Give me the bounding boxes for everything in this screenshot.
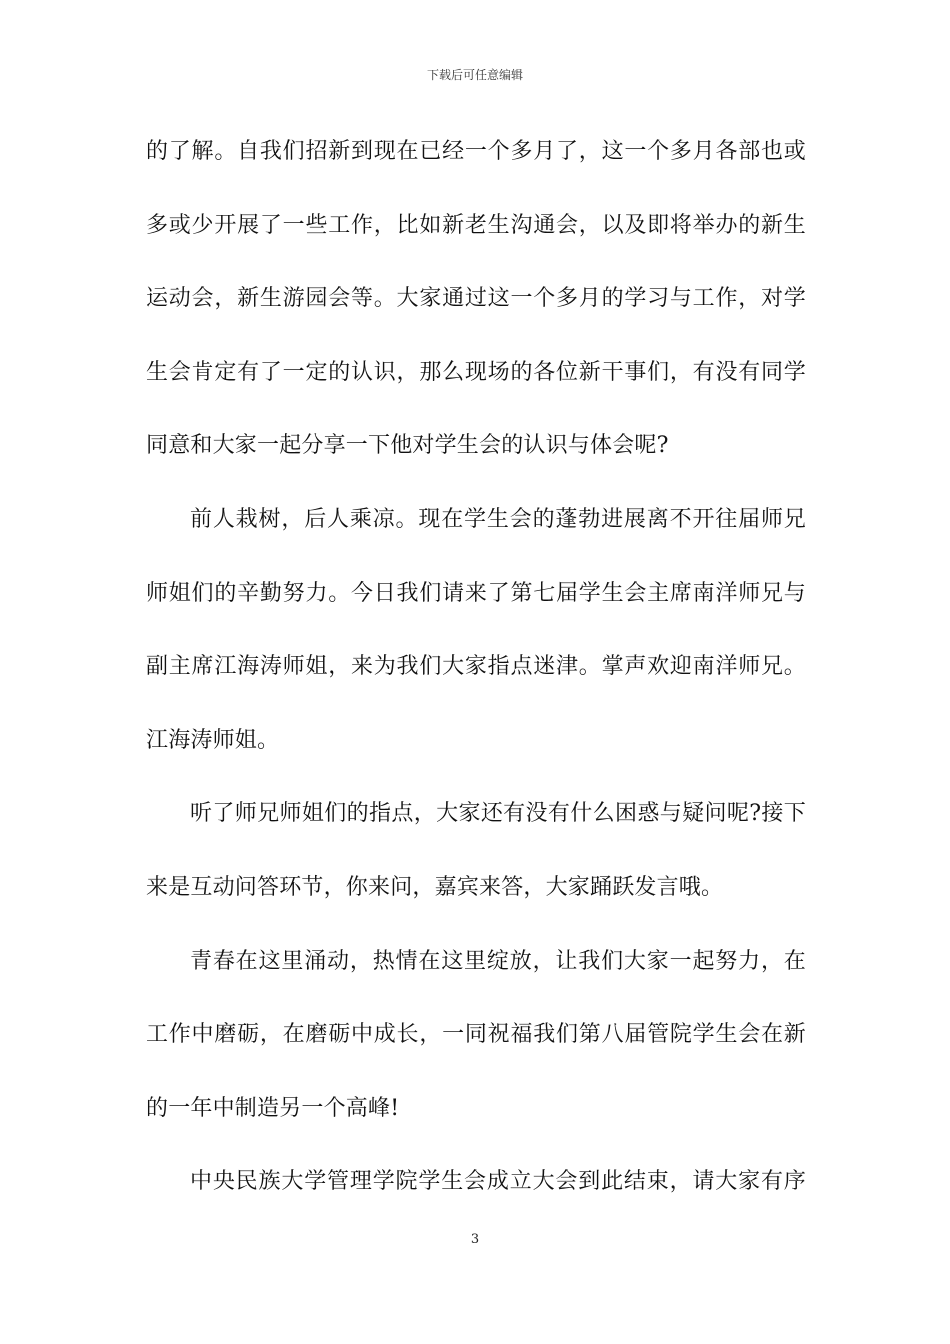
text-line: 生会肯定有了一定的认识，那么现场的各位新干事们，有没有同学 [146, 359, 806, 385]
text-line: 多或少开展了一些工作，比如新老生沟通会，以及即将举办的新生 [146, 212, 806, 238]
text-line: 工作中磨砺，在磨砺中成长，一同祝福我们第八届管院学生会在新 [146, 1022, 806, 1048]
text-line: 同意和大家一起分享一下他对学生会的认识与体会呢? [146, 433, 669, 459]
text-line: 听了师兄师姐们的指点，大家还有没有什么困惑与疑问呢?接下 [190, 801, 806, 827]
text-line: 前人栽树，后人乘凉。现在学生会的蓬勃进展离不开往届师兄 [190, 506, 806, 532]
text-line: 中央民族大学管理学院学生会成立大会到此结束，请大家有序 [190, 1169, 806, 1195]
text-line: 师姐们的辛勤努力。今日我们请来了第七届学生会主席南洋师兄与 [146, 580, 806, 606]
header-note: 下载后可任意编辑 [426, 68, 523, 82]
text-line: 江海涛师姐。 [146, 727, 280, 753]
text-line: 的了解。自我们招新到现在已经一个多月了，这一个多月各部也或 [146, 139, 806, 164]
text-line: 运动会，新生游园会等。大家通过这一个多月的学习与工作，对学 [146, 286, 806, 312]
text-line: 的一年中制造另一个高峰! [146, 1095, 400, 1121]
text-line: 青春在这里涌动，热情在这里绽放，让我们大家一起努力，在 [190, 948, 806, 974]
text-line: 副主席江海涛师姐，来为我们大家指点迷津。掌声欢迎南洋师兄。 [146, 654, 806, 680]
document-body [146, 128, 806, 1232]
text-line: 来是互动问答环节，你来问，嘉宾来答，大家踊跃发言哦。 [146, 874, 724, 900]
page-number: 3 [470, 1232, 480, 1247]
